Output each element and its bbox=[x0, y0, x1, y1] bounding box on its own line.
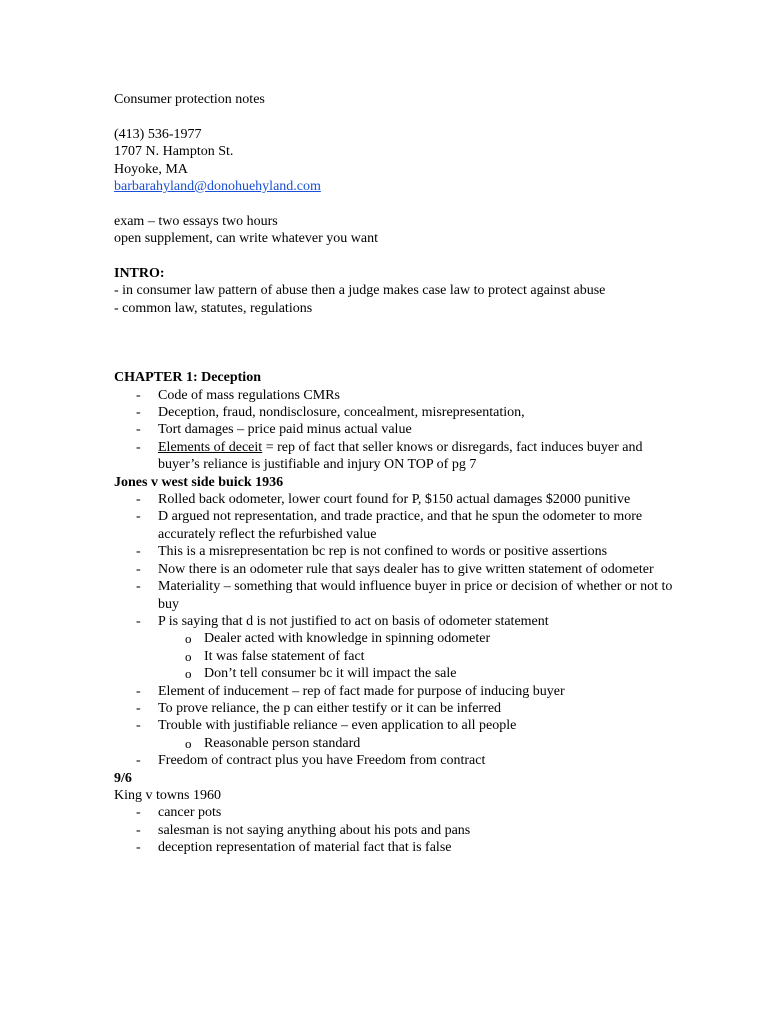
intro-item: - in consumer law pattern of abuse then a judge makes case law to protect against abuse bbox=[114, 283, 606, 299]
list-item: - Now there is an odometer rule that says dealer has to give written statement of odometer bbox=[136, 561, 654, 577]
deceit-label: Elements of deceit bbox=[158, 439, 263, 455]
sub-list-item: o Don’t tell consumer bc it will impact the sale bbox=[185, 666, 457, 682]
list-item: - D argued not representation, and trade practice, and that he spun the odometer to more accurately reflect the refurbished value bbox=[136, 509, 643, 542]
date-heading: 9/6 bbox=[114, 770, 132, 786]
sub-list bbox=[158, 630, 674, 682]
chapter-heading: CHAPTER 1: Deception bbox=[114, 370, 261, 386]
list-item: - Elements of deceit = rep of fact that seller knows or disregards, fact induces buyer and buyer’s reliance is justifiable and injury ON TOP of pg 7 bbox=[136, 439, 643, 473]
list-item: - Deception, fraud, nondisclosure, concealment, misrepresentation, bbox=[136, 405, 525, 421]
sub-list-item: o It was false statement of fact bbox=[185, 648, 365, 664]
contact-city: Hoyoke, MA bbox=[114, 161, 188, 177]
list-item: - This is a misrepresentation bc rep is not confined to words or positive assertions bbox=[136, 544, 608, 560]
contact-email-link[interactable]: barbarahyland@donohuehyland.com bbox=[114, 179, 321, 195]
sub-list-item: o Reasonable person standard bbox=[185, 735, 361, 751]
chapter1-list bbox=[114, 387, 674, 474]
list-item: - Trouble with justifiable reliance – even application to all people o Reasonable person standard bbox=[114, 717, 674, 752]
list-item: - Tort damages – price paid minus actual value bbox=[136, 422, 412, 438]
document-title: Consumer protection notes bbox=[114, 92, 265, 107]
list-item: - Element of inducement – rep of fact made for purpose of inducing buyer bbox=[136, 683, 565, 699]
list-item: - Rolled back odometer, lower court found for P, $150 actual damages $2000 punitive bbox=[136, 492, 631, 508]
list-item: - cancer pots bbox=[136, 805, 222, 821]
list-item: - Materiality – something that would influence buyer in price or decision of whether or not to buy bbox=[136, 579, 673, 612]
sub-list-item: o Dealer acted with knowledge in spinning odometer bbox=[185, 631, 491, 647]
intro-item: - common law, statutes, regulations bbox=[114, 300, 313, 316]
jones-list bbox=[114, 491, 674, 770]
exam-line-2: open supplement, can write whatever you want bbox=[114, 231, 378, 247]
list-item: - salesman is not saying anything about his pots and pans bbox=[136, 822, 471, 838]
list-item: - Freedom of contract plus you have Freedom from contract bbox=[136, 753, 486, 769]
notes-content bbox=[114, 91, 674, 857]
exam-line-1: exam – two essays two hours bbox=[114, 213, 278, 229]
list-item: - deception representation of material fact that is false bbox=[136, 840, 452, 856]
contact-phone: (413) 536-1977 bbox=[114, 126, 202, 142]
case-heading-jones: Jones v west side buick 1936 bbox=[114, 474, 284, 490]
case-heading-king: King v towns 1960 bbox=[114, 787, 221, 803]
contact-street: 1707 N. Hampton St. bbox=[114, 144, 234, 160]
list-item: - P is saying that d is not justified to act on basis of odometer statement o Dealer acted with knowledge in spinning odometer o It was false statement of fact o Don’t tell consumer bc it will impact the sale bbox=[114, 613, 674, 683]
list-item: - To prove reliance, the p can either testify or it can be inferred bbox=[136, 700, 502, 716]
sub-list bbox=[158, 735, 674, 752]
list-item: - Code of mass regulations CMRs bbox=[136, 387, 340, 403]
intro-heading: INTRO: bbox=[114, 266, 165, 282]
king-list bbox=[114, 804, 674, 856]
